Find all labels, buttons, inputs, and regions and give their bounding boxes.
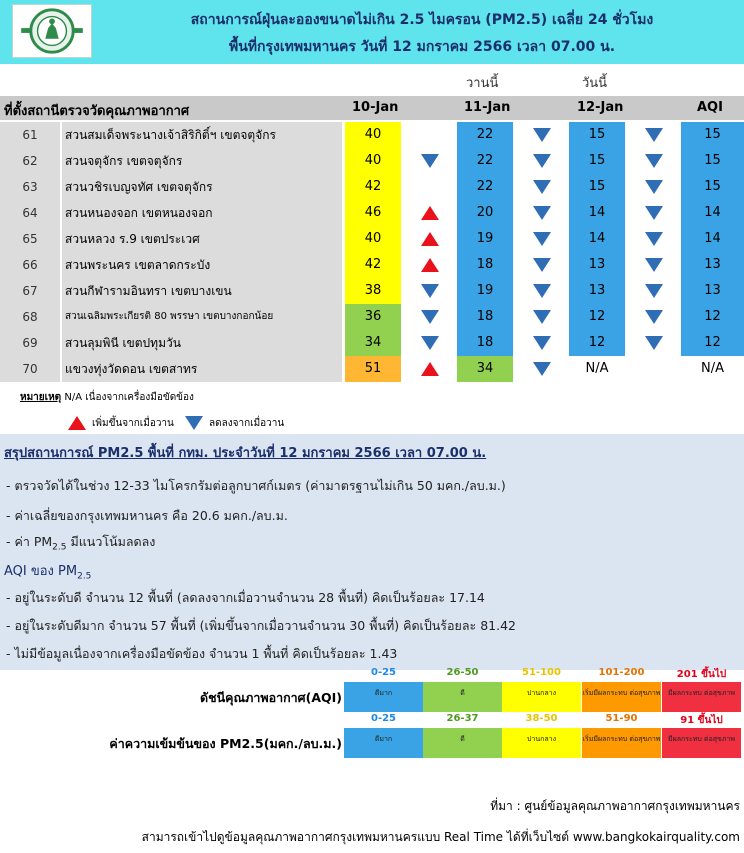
table-row bbox=[0, 200, 744, 226]
station-name: สวนพระนคร เขตลาดกระบัง bbox=[62, 252, 342, 278]
trend-subscript: 2.5 bbox=[52, 542, 67, 553]
table-row bbox=[0, 304, 744, 330]
down-arrow-icon bbox=[645, 180, 663, 194]
up-arrow-icon bbox=[68, 416, 86, 430]
down-arrow-icon bbox=[421, 154, 439, 168]
down-arrow-icon bbox=[645, 284, 663, 298]
pm25-12jan: 14 bbox=[569, 200, 625, 226]
pm25-10jan: 40 bbox=[345, 226, 401, 252]
scale-range: 201 ขึ้นไป bbox=[676, 669, 727, 680]
table-row bbox=[0, 252, 744, 278]
pm25-10jan: 38 bbox=[345, 278, 401, 304]
station-number: 65 bbox=[0, 226, 60, 252]
station-number: 67 bbox=[0, 278, 60, 304]
station-name: สวนหลวง ร.9 เขตประเวศ bbox=[62, 226, 342, 252]
header-banner bbox=[0, 0, 744, 64]
page-title: สถานการณ์ฝุ่นละอองขนาดไม่เกิน 2.5 ไมครอน (PM2.5) เฉลี่ย 24 ชั่วโมง bbox=[190, 12, 654, 28]
pm25-12jan: 12 bbox=[569, 304, 625, 330]
down-arrow-icon bbox=[421, 336, 439, 350]
station-name: แขวงทุ่งวัดดอน เขตสาทร bbox=[62, 356, 342, 382]
scale-range: 101-200 bbox=[598, 667, 645, 678]
station-number: 61 bbox=[0, 122, 60, 148]
scale-description: ปานกลาง bbox=[526, 735, 557, 743]
header-date-3: 12-Jan bbox=[577, 100, 624, 115]
pm25-12jan: N/A bbox=[585, 361, 609, 376]
scale-description: มีผลกระทบ ต่อสุขภาพ bbox=[667, 735, 735, 743]
aqi-value: 15 bbox=[681, 148, 744, 174]
station-name: สวนเฉลิมพระเกียรติ 80 พรรษา เขตบางกอกน้อย bbox=[62, 304, 342, 330]
scale-segment bbox=[344, 667, 423, 712]
aqi-heading bbox=[4, 560, 91, 582]
table-row bbox=[0, 148, 744, 174]
pm25-12jan: 14 bbox=[569, 226, 625, 252]
station-name: สวนลุมพินี เขตปทุมวัน bbox=[62, 330, 342, 356]
scale-segment bbox=[502, 667, 581, 712]
pm25-11jan: 18 bbox=[457, 330, 513, 356]
pm25-10jan: 40 bbox=[345, 148, 401, 174]
footnote-label: หมายเหตุ bbox=[20, 392, 62, 403]
aqi-value: 12 bbox=[681, 330, 744, 356]
scale-segment bbox=[423, 667, 502, 712]
up-arrow-icon bbox=[421, 206, 439, 220]
station-name: สวนสมเด็จพระนางเจ้าสิริกิติ์ฯ เขตจตุจักร bbox=[62, 122, 342, 148]
pm25-12jan: 15 bbox=[569, 174, 625, 200]
scale-segment bbox=[662, 715, 741, 758]
aqi-value: 14 bbox=[681, 226, 744, 252]
pm-scale-label: ค่าความเข้มข้นของ PM2.5(มคก./ลบ.ม.) bbox=[109, 736, 342, 751]
station-name: สวนวชิรเบญจทัศ เขตจตุจักร bbox=[62, 174, 342, 200]
station-name: สวนจตุจักร เขตจตุจักร bbox=[62, 148, 342, 174]
scale-segment bbox=[423, 713, 502, 758]
header-aqi: AQI bbox=[697, 100, 723, 115]
pm25-10jan: 42 bbox=[345, 174, 401, 200]
scale-range: 51-90 bbox=[605, 713, 638, 724]
station-number: 69 bbox=[0, 330, 60, 356]
down-arrow-icon bbox=[645, 154, 663, 168]
pm25-10jan: 42 bbox=[345, 252, 401, 278]
pm25-11jan: 22 bbox=[457, 148, 513, 174]
scale-description: เริ่มมีผลกระทบ ต่อสุขภาพ bbox=[582, 689, 661, 697]
footnote bbox=[20, 390, 194, 405]
source-credit: ที่มา : ศูนย์ข้อมูลคุณภาพอากาศกรุงเทพมหานคร bbox=[490, 799, 740, 813]
pm25-12jan: 15 bbox=[569, 148, 625, 174]
scale-segment bbox=[582, 667, 661, 712]
aqi-value: 12 bbox=[681, 304, 744, 330]
aqi-scale bbox=[344, 667, 741, 712]
table-header bbox=[0, 96, 744, 120]
scale-range: 38-50 bbox=[525, 713, 558, 724]
scale-description: ดี bbox=[460, 735, 465, 743]
scale-description: ดีมาก bbox=[374, 689, 393, 697]
pm25-12jan: 13 bbox=[569, 278, 625, 304]
legend-increase bbox=[68, 416, 174, 431]
scale-description: เริ่มมีผลกระทบ ต่อสุขภาพ bbox=[582, 735, 661, 743]
legend-decrease bbox=[185, 416, 284, 431]
pm25-10jan: 36 bbox=[345, 304, 401, 330]
down-arrow-icon bbox=[533, 128, 551, 142]
up-arrow-icon bbox=[421, 362, 439, 376]
station-name: สวนหนองจอก เขตหนองจอก bbox=[62, 200, 342, 226]
down-arrow-icon bbox=[533, 232, 551, 246]
down-arrow-icon bbox=[533, 206, 551, 220]
footnote-text: N/A เนื่องจากเครื่องมือขัดข้อง bbox=[61, 392, 194, 403]
aqi-value: 14 bbox=[681, 200, 744, 226]
station-number: 68 bbox=[0, 304, 60, 330]
aqi-heading-text: AQI ของ PM bbox=[4, 564, 78, 579]
legend-increase-label: เพิ่มขึ้นจากเมื่อวาน bbox=[92, 418, 174, 429]
scale-description: ปานกลาง bbox=[526, 689, 557, 697]
table-row bbox=[0, 122, 744, 148]
scale-segment bbox=[662, 669, 741, 712]
aqi-good-line: - อยู่ในระดับดี จำนวน 12 พื้นที่ (ลดลงจากเมื่อวานจำนวน 28 พื้นที่) คิดเป็นร้อยละ 17.14 bbox=[6, 590, 485, 605]
pm25-10jan: 51 bbox=[345, 356, 401, 382]
scale-range: 91 ขึ้นไป bbox=[680, 715, 723, 726]
scale-range: 26-37 bbox=[446, 713, 479, 724]
station-number: 66 bbox=[0, 252, 60, 278]
down-arrow-icon bbox=[645, 258, 663, 272]
station-number: 64 bbox=[0, 200, 60, 226]
down-arrow-icon bbox=[533, 154, 551, 168]
aqi-value: 15 bbox=[681, 174, 744, 200]
scale-range: 0-25 bbox=[370, 713, 397, 724]
pm25-12jan: 15 bbox=[569, 122, 625, 148]
scale-range: 51-100 bbox=[522, 667, 561, 678]
page-subtitle: พื้นที่กรุงเทพมหานคร วันที่ 12 มกราคม 2566 เวลา 07.00 น. bbox=[228, 39, 616, 55]
trend-prefix: - ค่า PM bbox=[6, 534, 53, 549]
summary-line-average: - ค่าเฉลี่ยของกรุงเทพมหานคร คือ 20.6 มคก./ลบ.ม. bbox=[6, 508, 288, 523]
station-name: สวนกีฬารามอินทรา เขตบางเขน bbox=[62, 278, 342, 304]
scale-segment bbox=[502, 713, 581, 758]
table-row bbox=[0, 174, 744, 200]
scale-range: 0-25 bbox=[370, 667, 397, 678]
station-number: 70 bbox=[0, 356, 60, 382]
table-row bbox=[0, 278, 744, 304]
pm25-10jan: 34 bbox=[345, 330, 401, 356]
header-date-1: 10-Jan bbox=[352, 100, 399, 115]
pm25-11jan: 19 bbox=[457, 278, 513, 304]
pm25-11jan: 34 bbox=[457, 356, 513, 382]
aqi-value: N/A bbox=[701, 361, 724, 376]
summary-line-range: - ตรวจวัดได้ในช่วง 12-33 ไมโครกรัมต่อลูกบาศก์เมตร (ค่ามาตรฐานไม่เกิน 50 มคก./ลบ.ม.) bbox=[6, 478, 506, 493]
table-row bbox=[0, 356, 744, 382]
label-today: วันนี้ bbox=[582, 76, 608, 91]
down-arrow-icon bbox=[533, 258, 551, 272]
pm-scale bbox=[344, 713, 741, 758]
summary-title: สรุปสถานการณ์ PM2.5 พื้นที่ กทม. ประจำวันที่ 12 มกราคม 2566 เวลา 07.00 น. bbox=[4, 446, 487, 461]
website-note: สามารถเข้าไปดูข้อมูลคุณภาพอากาศกรุงเทพมหานครแบบ Real Time ได้ที่เว็บไซต์ www.bangkokairquality.com bbox=[141, 830, 740, 844]
pm25-11jan: 20 bbox=[457, 200, 513, 226]
up-arrow-icon bbox=[421, 232, 439, 246]
down-arrow-icon bbox=[533, 362, 551, 376]
pm25-11jan: 18 bbox=[457, 304, 513, 330]
down-arrow-icon bbox=[645, 206, 663, 220]
header-date-2: 11-Jan bbox=[464, 100, 511, 115]
aqi-value: 13 bbox=[681, 278, 744, 304]
down-arrow-icon bbox=[533, 284, 551, 298]
scale-description: ดีมาก bbox=[374, 735, 393, 743]
down-arrow-icon bbox=[533, 336, 551, 350]
pm25-11jan: 22 bbox=[457, 174, 513, 200]
pm25-10jan: 40 bbox=[345, 122, 401, 148]
label-yesterday: วานนี้ bbox=[466, 76, 499, 91]
pm25-11jan: 22 bbox=[457, 122, 513, 148]
down-arrow-icon bbox=[533, 310, 551, 324]
bma-logo bbox=[12, 4, 92, 58]
down-arrow-icon bbox=[645, 232, 663, 246]
down-arrow-icon bbox=[645, 128, 663, 142]
down-arrow-icon bbox=[533, 180, 551, 194]
aqi-nodata-line: - ไม่มีข้อมูลเนื่องจากเครื่องมือขัดข้อง จำนวน 1 พื้นที่ คิดเป็นร้อยละ 1.43 bbox=[6, 646, 398, 661]
aqi-verygood-line: - อยู่ในระดับดีมาก จำนวน 57 พื้นที่ (เพิ่มขึ้นจากเมื่อวานจำนวน 30 พื้นที่) คิดเป็นร้อยละ 81.42 bbox=[6, 618, 516, 633]
scale-description: ดี bbox=[460, 689, 465, 697]
station-number: 63 bbox=[0, 174, 60, 200]
aqi-scale-label: ดัชนีคุณภาพอากาศ(AQI) bbox=[199, 690, 342, 705]
summary-line-trend bbox=[6, 532, 155, 553]
up-arrow-icon bbox=[421, 258, 439, 272]
scale-segment bbox=[582, 713, 661, 758]
down-arrow-icon bbox=[421, 310, 439, 324]
station-number: 62 bbox=[0, 148, 60, 174]
header-location: ที่ตั้งสถานีตรวจวัดคุณภาพอากาศ bbox=[4, 104, 190, 119]
down-arrow-icon bbox=[421, 284, 439, 298]
down-arrow-icon bbox=[645, 310, 663, 324]
pm25-11jan: 19 bbox=[457, 226, 513, 252]
summary-section bbox=[0, 434, 744, 670]
aqi-heading-subscript: 2.5 bbox=[77, 571, 92, 582]
pm25-10jan: 46 bbox=[345, 200, 401, 226]
legend-decrease-label: ลดลงจากเมื่อวาน bbox=[209, 418, 285, 429]
bma-seal-icon bbox=[13, 5, 91, 57]
trend-suffix: มีแนวโน้มลดลง bbox=[66, 534, 156, 549]
aqi-value: 13 bbox=[681, 252, 744, 278]
table-row bbox=[0, 226, 744, 252]
scale-range: 26-50 bbox=[446, 667, 479, 678]
pm25-12jan: 13 bbox=[569, 252, 625, 278]
aqi-value: 15 bbox=[681, 122, 744, 148]
scale-description: มีผลกระทบ ต่อสุขภาพ bbox=[667, 689, 735, 697]
pm25-12jan: 12 bbox=[569, 330, 625, 356]
down-arrow-icon bbox=[185, 416, 203, 430]
pm25-11jan: 18 bbox=[457, 252, 513, 278]
down-arrow-icon bbox=[645, 336, 663, 350]
scale-segment bbox=[344, 713, 423, 758]
table-row bbox=[0, 330, 744, 356]
